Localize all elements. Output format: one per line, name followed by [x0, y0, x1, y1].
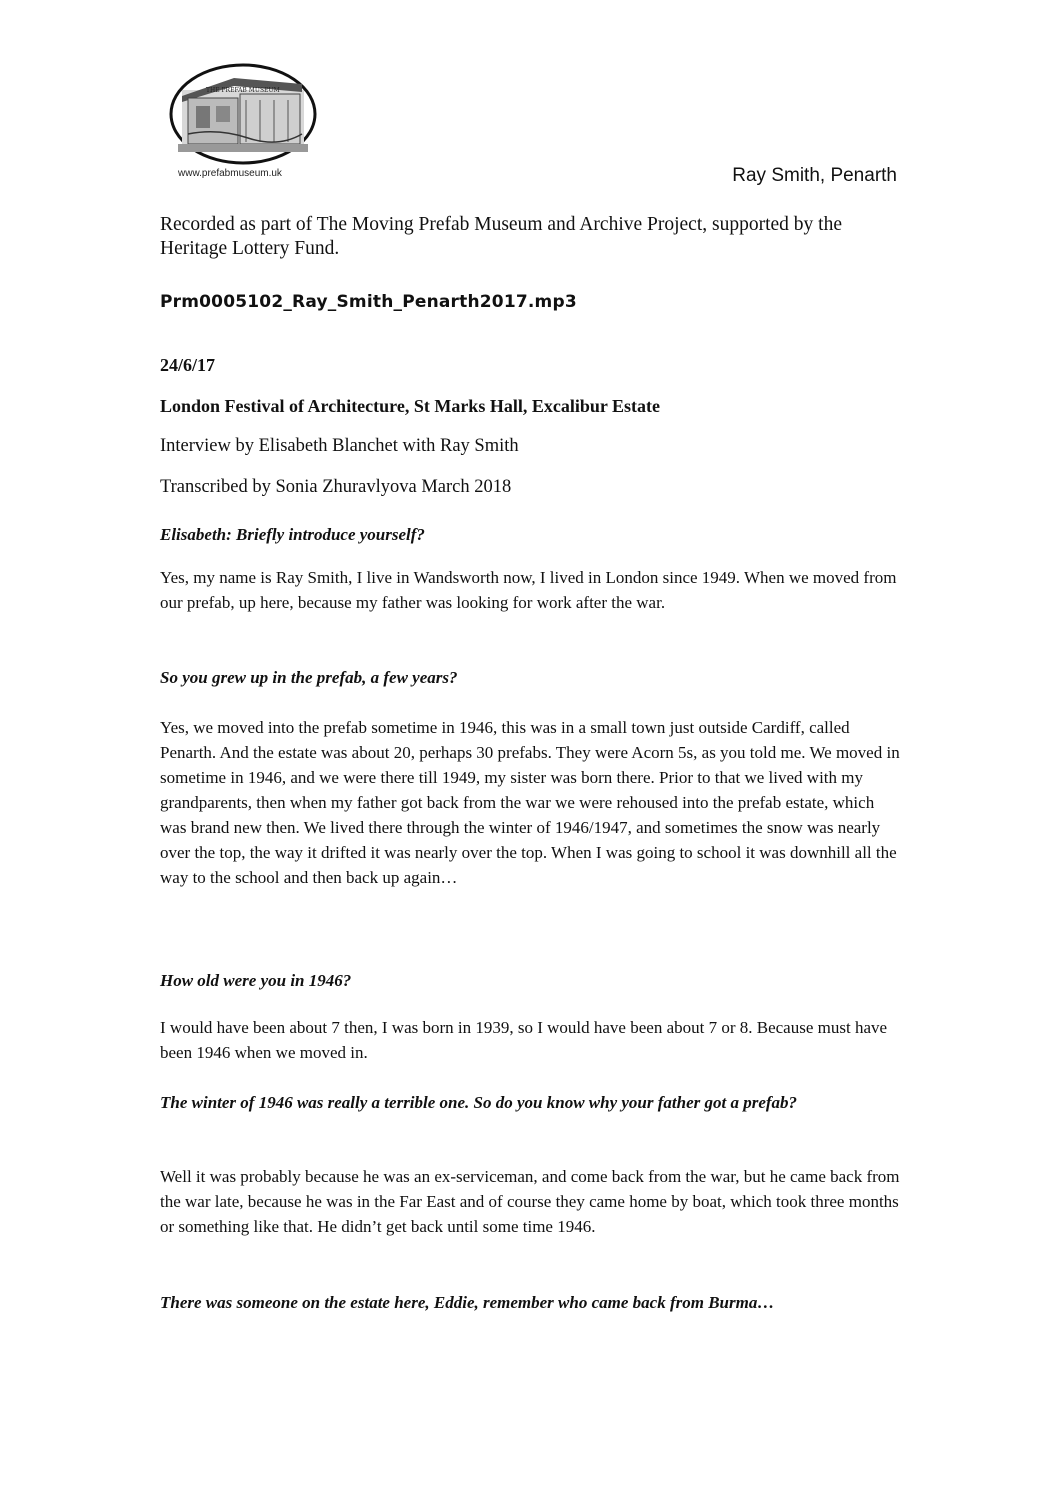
recording-date: 24/6/17 [160, 355, 216, 375]
audio-filename: Prm0005102_Ray_Smith_Penarth2017.mp3 [160, 292, 577, 312]
question-2: So you grew up in the prefab, a few years? [160, 668, 458, 687]
recording-venue: London Festival of Architecture, St Marks Hall, Excalibur Estate [160, 396, 660, 416]
logo-url: www.prefabmuseum.uk [178, 168, 282, 179]
transcription-credit: Transcribed by Sonia Zhuravlyova March 2018 [160, 477, 512, 497]
logo-lettering: THE PREFAB MUSEUM [206, 87, 280, 94]
question-4: The winter of 1946 was really a terrible one. So do you know why your father got a prefab? [160, 1093, 798, 1112]
question-5: There was someone on the estate here, Eddie, remember who came back from Burma… [160, 1293, 775, 1312]
answer-1: Yes, my name is Ray Smith, I live in Wandsworth now, I lived in London since 1949. When we moved from our prefab, up here, because my father was looking for work after the war. [160, 568, 897, 612]
answer-3: I would have been about 7 then, I was born in 1939, so I would have been about 7 or 8. Because must have been 1946 when we moved in. [160, 1018, 888, 1062]
question-1: Elisabeth: Briefly introduce yourself? [160, 525, 425, 544]
speaker-heading: Ray Smith, Penarth [732, 165, 897, 186]
answer-2: Yes, we moved into the prefab sometime in 1946, this was in a small town just outside Cardiff, called Penarth. And the estate was about 20, perhaps 30 prefabs. They were Acorn 5s, as you told me. We moved in sometime in 1946, and we were there till 1949, my sister was born there. Prior to that we lived with my grandparents, then when my father got back from the war we were rehoused into the prefab estate, which was brand new then. We lived there through the winter of 1946/1947, and sometimes the snow was nearly over the top, the way it drifted it was nearly over the top. When I was going to school it was downhill all the way to the school and then back up again… [160, 718, 900, 887]
answer-4: Well it was probably because he was an ex-serviceman, and come back from the war, but he came back from the war late, because he was in the Far East and of course they came home by boat, which took three months or something like that. He didn’t get back until some time 1946. [160, 1167, 900, 1236]
interview-credit: Interview by Elisabeth Blanchet with Ray Smith [160, 436, 519, 456]
intro-paragraph: Recorded as part of The Moving Prefab Museum and Archive Project, supported by the Heritage Lottery Fund. [160, 214, 842, 259]
question-3: How old were you in 1946? [160, 971, 352, 990]
